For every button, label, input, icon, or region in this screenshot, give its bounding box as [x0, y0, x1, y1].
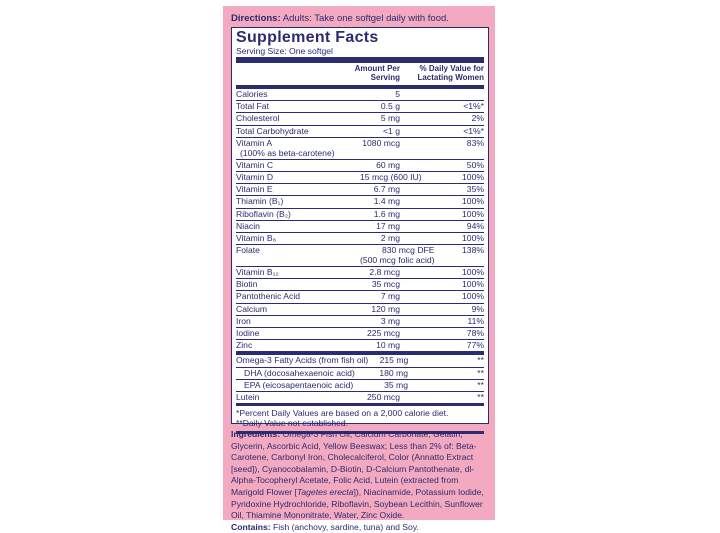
nutrient-amount-text: 3 mg	[380, 315, 400, 326]
nutrient-amount	[360, 160, 400, 170]
nutrient-amount-text: 17 mg	[376, 220, 400, 231]
nutrient-row	[236, 244, 484, 266]
nutrient-name-text: Vitamin C	[236, 159, 274, 170]
nutrient-amount-text: 5 mg	[380, 113, 400, 124]
nutrient-name	[236, 160, 360, 170]
nutrient-amount-text: 10 mg	[376, 340, 400, 351]
column-headers	[236, 63, 484, 85]
label-panel	[223, 6, 495, 532]
nutrient-rows	[236, 88, 484, 351]
nutrient-name-text: Iodine	[236, 328, 260, 338]
nutrient-row	[236, 208, 484, 220]
nutrient-amount-detail: (500 mcg folic acid)	[360, 255, 435, 266]
nutrient-daily-value: 100%	[462, 208, 484, 219]
nutrient-name	[236, 279, 360, 289]
nutrient-name-text: Vitamin B₁₂	[236, 267, 279, 278]
nutrient-name-text: Folate	[236, 245, 260, 256]
other-ingredient-rows	[236, 354, 484, 403]
nutrient-amount	[360, 196, 400, 206]
nutrient-amount	[360, 304, 400, 314]
nutrient-amount-text: 1.6 mg	[373, 208, 400, 219]
nutrient-amount-text: 1080 mcg	[362, 137, 400, 148]
nutrient-amount	[360, 221, 400, 231]
nutrient-row	[236, 88, 484, 100]
nutrient-amount	[360, 279, 400, 289]
nutrient-daily-value: **	[477, 379, 484, 390]
directions-text: Adults: Take one softgel daily with food.	[280, 13, 449, 24]
nutrient-name-text: Lutein	[236, 391, 260, 402]
nutrient-amount	[360, 126, 400, 136]
nutrient-amount-text: 6.7 mg	[373, 184, 400, 195]
nutrient-row	[236, 327, 484, 339]
nutrient-name	[236, 355, 368, 365]
nutrient-name	[236, 340, 360, 350]
nutrient-amount-text: 250 mcg	[367, 391, 400, 402]
nutrient-amount	[368, 380, 408, 390]
nutrient-name-text: Zinc	[236, 340, 253, 351]
nutrient-name-text: Riboflavin (B₂)	[236, 208, 291, 219]
nutrient-amount-text: 0.5 g	[380, 101, 400, 112]
nutrient-amount	[360, 184, 400, 194]
nutrient-name-text: Vitamin B₆	[236, 232, 277, 243]
nutrient-amount	[360, 233, 400, 243]
col-dv-header: % Daily Value for Lactating Women	[417, 64, 484, 82]
nutrient-name-text: Calcium	[236, 303, 268, 314]
nutrient-amount	[368, 368, 408, 378]
nutrient-name	[236, 328, 360, 338]
nutrient-amount-text: 35 mcg	[371, 279, 400, 290]
nutrient-amount-text: 215 mg	[379, 355, 409, 366]
nutrient-name	[236, 184, 360, 194]
nutrient-name-text: Calories	[236, 89, 268, 99]
nutrient-amount-text: 2 mg	[380, 232, 400, 243]
nutrient-name	[236, 138, 360, 158]
nutrient-name	[236, 221, 360, 231]
nutrient-amount	[360, 172, 422, 182]
nutrient-row	[236, 183, 484, 195]
nutrient-daily-value: 138%	[462, 245, 484, 256]
nutrient-row	[236, 125, 484, 137]
nutrient-daily-value: 100%	[462, 196, 484, 207]
ingredients-text-b: ]), Niacinamide, Potassium Iodide, Pyridoxine Hydrochloride, Riboflavin, Soybean Lecithin, Sunflower Oil, Thiamine Mononitrate, Water, Zinc Oxide.	[231, 486, 484, 521]
nutrient-daily-value: <1%*	[463, 101, 484, 112]
nutrient-amount	[360, 316, 400, 326]
nutrient-amount-text: 5	[395, 89, 400, 99]
contains-label: Contains:	[231, 521, 271, 532]
nutrient-amount	[360, 209, 400, 219]
nutrient-row	[236, 339, 484, 351]
nutrient-name-detail: (100% as beta-carotene)	[240, 147, 335, 158]
nutrient-amount-text: 7 mg	[380, 291, 400, 302]
nutrient-name	[236, 126, 360, 136]
nutrient-daily-value: 50%	[466, 159, 484, 170]
nutrient-daily-value: <1%*	[463, 125, 484, 136]
serving-size: Serving Size: One softgel	[236, 46, 333, 56]
nutrient-row	[236, 367, 484, 379]
nutrient-amount	[360, 340, 400, 350]
nutrient-daily-value: 11%	[467, 315, 484, 326]
nutrient-daily-value: 78%	[466, 328, 484, 338]
nutrient-amount-text: 60 mg	[376, 159, 400, 170]
nutrient-amount	[360, 245, 435, 265]
nutrient-daily-value: 100%	[462, 279, 484, 290]
nutrient-daily-value: 100%	[462, 171, 484, 182]
ingredients-text-a: Omega-3 Fish Oil, Calcium Carbonate, Gelatin, Glycerin, Ascorbic Acid, Yellow Beeswax; Less than 2% of: Beta-Carotene, Carbonyl Iron, Cholecalciferol, Color (Annatto Extract [seed]), Cyanocobalamin, D-Biotin, D-Calcium Pantothenate, dl-Alpha-Tocopheryl Acetate, Folic Acid, Lutein (extracted from Marigold Flower [	[231, 429, 477, 497]
nutrient-daily-value: 100%	[462, 232, 484, 243]
nutrient-row	[236, 195, 484, 207]
nutrient-amount	[360, 113, 400, 123]
ingredients-label: Ingredients:	[231, 429, 281, 439]
directions-label: Directions:	[231, 13, 281, 24]
nutrient-amount-text: 120 mg	[371, 303, 400, 314]
nutrient-name	[236, 304, 360, 314]
nutrient-name-text: Cholesterol	[236, 113, 280, 124]
nutrient-row	[236, 159, 484, 171]
nutrient-row	[236, 354, 484, 366]
nutrient-name	[236, 209, 360, 219]
contains-text: Fish (anchovy, sardine, tuna) and Soy.	[270, 521, 419, 532]
nutrient-row	[236, 220, 484, 232]
nutrient-name-text: Pantothenic Acid	[236, 291, 301, 302]
nutrient-name	[236, 267, 360, 277]
footnotes	[236, 406, 484, 428]
nutrient-name	[236, 368, 368, 378]
nutrient-name-text: Vitamin D	[236, 171, 274, 182]
col-amount-header: Amount Per Serving	[354, 64, 400, 82]
nutrient-name-text: Vitamin E	[236, 184, 273, 195]
nutrient-row	[236, 137, 484, 159]
nutrient-name-text: Iron	[236, 315, 251, 326]
supplement-facts-box	[231, 27, 489, 429]
nutrient-name	[236, 392, 360, 402]
nutrient-name	[236, 89, 360, 99]
nutrient-amount-text: 830 mcg DFE	[381, 245, 435, 256]
nutrient-name	[236, 233, 360, 243]
footnote-dv: *Percent Daily Values are based on a 2,000 calorie diet.	[236, 408, 449, 419]
nutrient-name	[236, 380, 368, 390]
nutrient-daily-value: **	[477, 391, 484, 402]
nutrient-amount-text: 35 mg	[384, 379, 408, 390]
nutrient-name	[236, 113, 360, 123]
nutrient-name	[236, 245, 360, 255]
nutrient-row	[236, 100, 484, 112]
nutrient-name-text: Total Fat	[236, 101, 269, 112]
nutrient-daily-value: 83%	[466, 137, 484, 148]
nutrient-row	[236, 171, 484, 183]
nutrient-row	[236, 391, 484, 403]
nutrient-name	[236, 172, 360, 182]
ingredients-text-italic: Tagetes erecta	[296, 486, 354, 497]
nutrient-name	[236, 291, 360, 301]
nutrient-row	[236, 379, 484, 391]
nutrient-daily-value: 35%	[466, 184, 484, 195]
nutrient-amount-text: 180 mg	[379, 367, 408, 378]
nutrient-row	[236, 112, 484, 124]
nutrient-row	[236, 266, 484, 278]
nutrient-name	[236, 316, 360, 326]
nutrient-amount	[360, 291, 400, 301]
nutrient-name-text: Niacin	[236, 220, 260, 231]
nutrient-amount	[360, 138, 400, 148]
nutrient-row	[236, 303, 484, 315]
nutrient-daily-value: 100%	[462, 267, 484, 278]
nutrient-row	[236, 290, 484, 302]
nutrient-row	[236, 278, 484, 290]
nutrient-row	[236, 315, 484, 327]
nutrient-amount	[368, 355, 408, 365]
nutrient-amount	[360, 101, 400, 111]
nutrient-daily-value: **	[477, 367, 484, 378]
nutrient-row	[236, 232, 484, 244]
nutrient-daily-value: 77%	[466, 340, 484, 351]
nutrient-name-text: Biotin	[236, 279, 258, 290]
nutrient-name	[236, 101, 360, 111]
nutrient-amount	[360, 267, 400, 277]
directions	[231, 12, 489, 28]
nutrient-amount	[360, 89, 400, 99]
nutrient-name-text: EPA (eicosapentaenoic acid)	[244, 379, 354, 390]
nutrient-daily-value: 94%	[466, 220, 484, 231]
nutrient-daily-value: **	[477, 355, 484, 366]
nutrient-name-text: Vitamin A	[236, 137, 273, 148]
nutrient-daily-value: 2%	[471, 113, 484, 124]
nutrient-amount	[360, 328, 400, 338]
nutrient-name-text: Total Carbohydrate	[236, 125, 309, 136]
nutrient-daily-value: 9%	[471, 303, 484, 314]
nutrient-amount-text: <1 g	[383, 125, 400, 136]
facts-title: Supplement Facts	[236, 29, 379, 46]
nutrient-amount-text: 1.4 mg	[373, 196, 400, 207]
nutrient-amount	[360, 392, 400, 402]
nutrient-amount-text: 225 mcg	[367, 328, 400, 338]
nutrient-daily-value: 100%	[462, 291, 484, 302]
nutrient-name-text: Omega-3 Fatty Acids (from fish oil)	[236, 355, 369, 366]
nutrient-amount-text: 15 mcg (600 IU)	[360, 171, 422, 182]
ingredients-block	[231, 429, 493, 533]
nutrient-name-text: Thiamin (B₁)	[236, 196, 284, 207]
footnote-not-established: **Daily Value not established.	[236, 418, 349, 429]
nutrient-name	[236, 196, 360, 206]
nutrient-name-text: DHA (docosahexaenoic acid)	[244, 367, 355, 378]
nutrient-amount-text: 2.8 mcg	[369, 267, 400, 278]
